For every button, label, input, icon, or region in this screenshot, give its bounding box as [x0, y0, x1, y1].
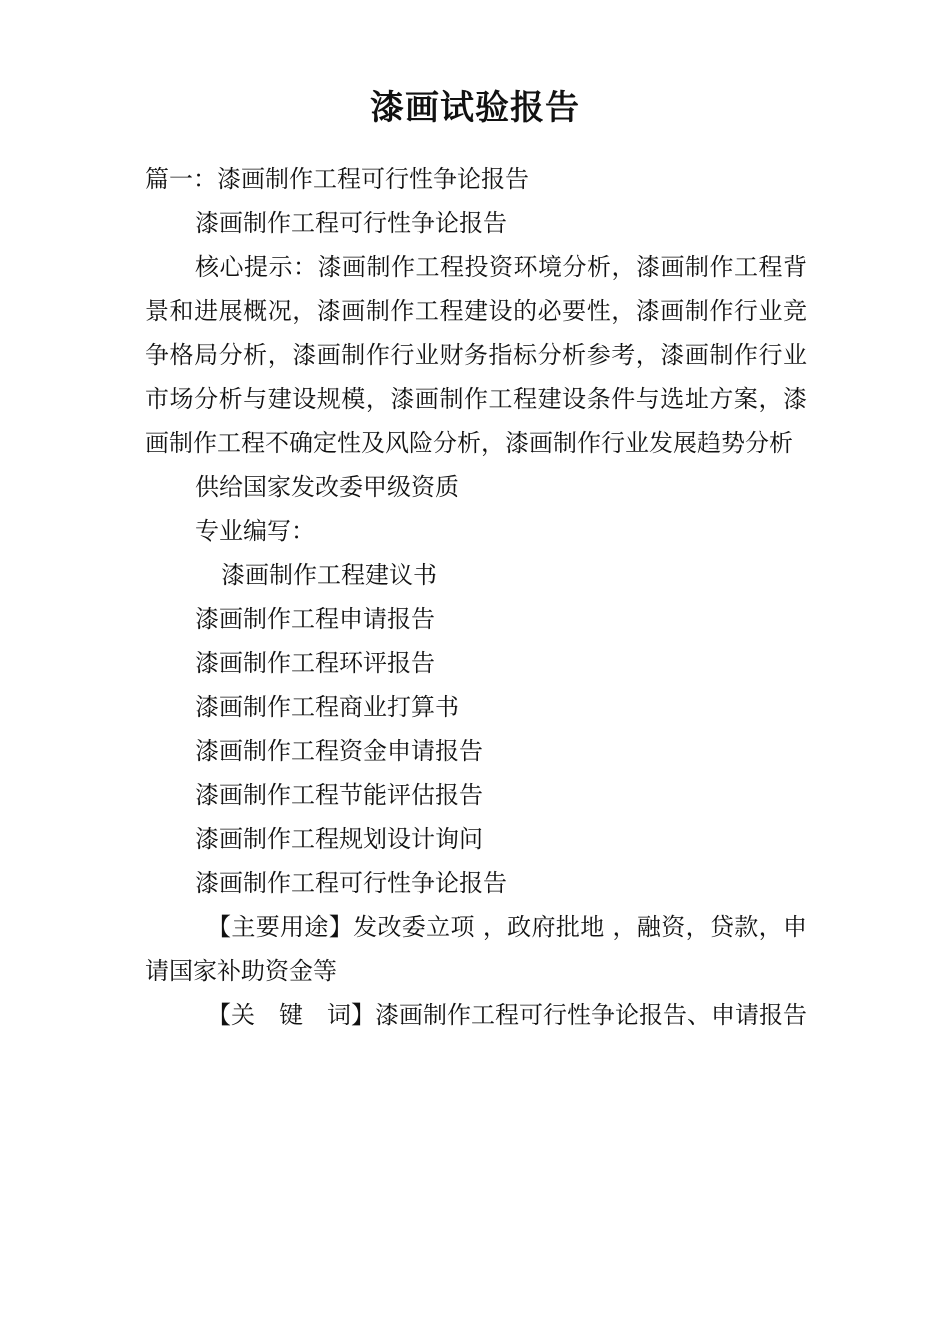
list-item: 漆画制作工程环评报告	[195, 649, 435, 677]
list-item: 漆画制作工程可行性争论报告	[195, 869, 507, 897]
list-item: 漆画制作工程商业打算书	[195, 693, 459, 721]
list-item: 漆画制作工程申请报告	[195, 605, 435, 633]
list-item: 漆画制作工程建议书	[221, 561, 437, 589]
document-title: 漆画试验报告	[370, 88, 580, 128]
list-item: 漆画制作工程规划设计询问	[195, 825, 483, 853]
core-tip-paragraph: 核心提示：漆画制作工程投资环境分析，漆画制作工程背景和进展概况，漆画制作工程建设的必要性，漆画制作行业竞争格局分析，漆画制作行业财务指标分析参考，漆画制作行业市场分析与建设规模，漆画制作工程建设条件与选址方案，漆画制作工程不确定性及风险分析，漆画制作行业发展趋势分析	[145, 253, 807, 457]
professional-writing-label: 专业编写：	[195, 517, 315, 545]
list-item: 漆画制作工程节能评估报告	[195, 781, 483, 809]
document-body	[145, 157, 807, 1037]
qualification-line: 供给国家发改委甲级资质	[195, 473, 459, 501]
main-usage-paragraph: 【主要用途】发改委立项 ，政府批地 ，融资，贷款，申请国家补助资金等	[145, 913, 807, 985]
keywords-line: 【关 键 词】漆画制作工程可行性争论报告、申请报告	[207, 1001, 807, 1029]
section-heading: 篇一：漆画制作工程可行性争论报告	[145, 165, 529, 193]
list-item: 漆画制作工程资金申请报告	[195, 737, 483, 765]
subheading: 漆画制作工程可行性争论报告	[195, 209, 507, 237]
